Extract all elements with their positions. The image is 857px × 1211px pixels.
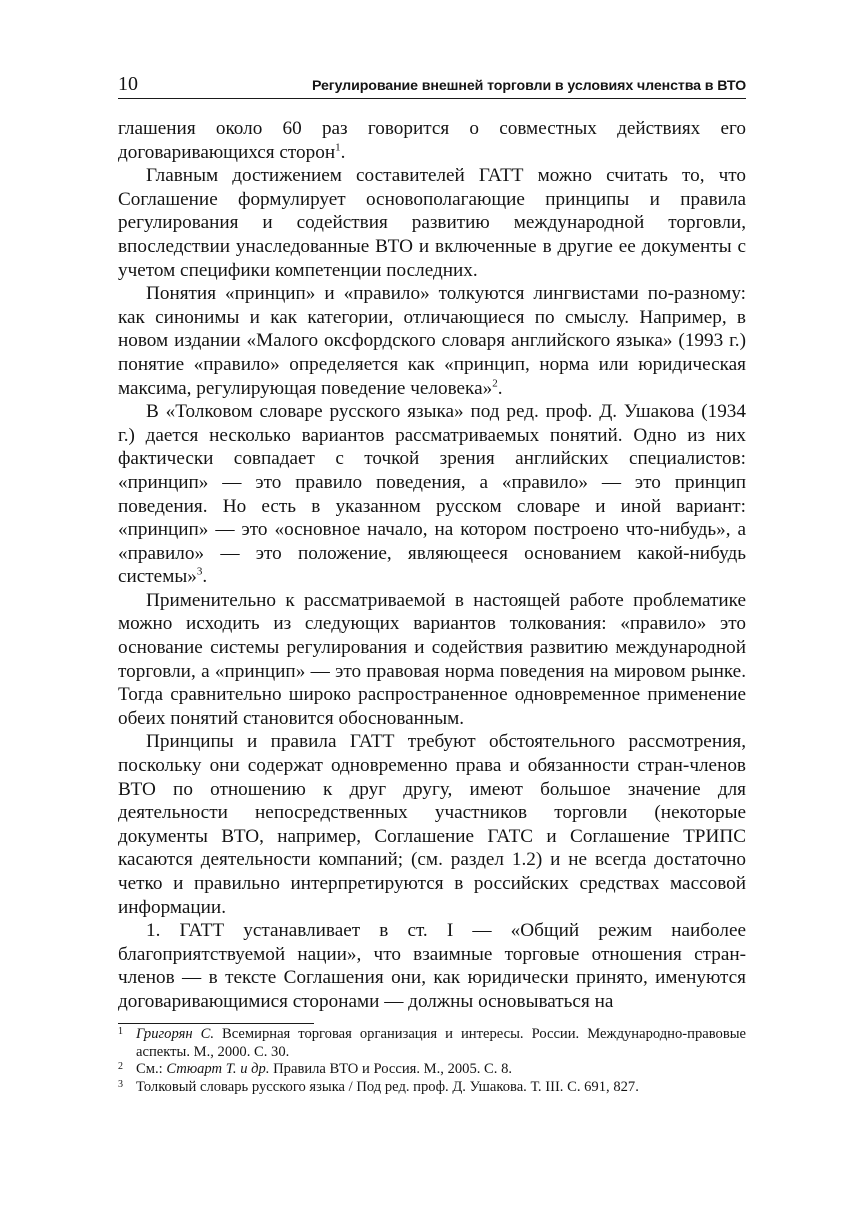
- paragraph-text: Применительно к рассматриваемой в настоящей работе проблематике можно исходить из следующих вариантов толкования: «правило» это основание системы регулирования и содействия развитию международной торговли, а «принцип» — это правовая норма поведения на мировом рынке. Тогда сравнительно широко распространенное одновременное применение обеих понятий становится обоснованным.: [118, 589, 746, 729]
- paragraph-6: [118, 730, 746, 919]
- footnote-3: [118, 1079, 746, 1097]
- paragraph-tail: .: [497, 377, 503, 399]
- paragraph-5: [118, 589, 746, 731]
- running-title: Регулирование внешней торговли в условиях членства в ВТО: [311, 78, 746, 94]
- running-header: [118, 72, 746, 99]
- footnote-text: Правила ВТО и Россия. М., 2005. С. 8.: [273, 1061, 513, 1078]
- footnote-2: [118, 1061, 746, 1079]
- page: [118, 72, 746, 1014]
- paragraph-7: [118, 919, 746, 1013]
- footnotes: [118, 1026, 746, 1096]
- paragraph-1: [118, 117, 746, 164]
- footnote-mark: 3: [118, 1078, 123, 1090]
- body-text: [118, 117, 746, 1014]
- footnote-prefix: См.:: [136, 1061, 163, 1078]
- paragraph-3: [118, 282, 746, 400]
- page-number: 10: [118, 73, 138, 95]
- paragraph-2: [118, 164, 746, 282]
- footnote-mark: 2: [118, 1061, 123, 1073]
- paragraph-text: 1. ГАТТ устанавливает в ст. I — «Общий режим наиболее благоприятствуемой нации», что взаимные торговые отношения стран-членов — в тексте Соглашения они, как юридически принято, именуются договаривающимися сторонами — должны основываться на: [118, 920, 746, 1012]
- footnote-divider: [118, 1023, 314, 1024]
- paragraph-4: [118, 400, 746, 589]
- paragraph-text: Понятия «принцип» и «правило» толкуются лингвистами по-разному: как синонимы и как категории, отличающиеся по смыслу. Например, в новом издании «Малого оксфордского словаря английского языка» (1993 г.) понятие «правило» определяется как «принцип, норма или юридическая максима, регулирующая поведение человека»: [118, 283, 746, 399]
- footnote-text: Всемирная торговая организация и интересы. России. Международно-правовые аспекты. М., 2000. С. 30.: [136, 1026, 746, 1060]
- footnote-ref-1: 1: [335, 141, 341, 154]
- paragraph-tail: .: [202, 566, 208, 588]
- footnote-author: Стюарт Т. и др.: [166, 1061, 270, 1078]
- paragraph-text: Главным достижением составителей ГАТТ можно считать то, что Соглашение формулирует основополагающие принципы и правила регулирования и содействия развитию международной торговли, впоследствии унаследованные ВТО и включенные в другие ее документы с учетом специфики компетенции последних.: [118, 165, 746, 281]
- paragraph-text: глашения около 60 раз говорится о совместных действиях его договаривающихся сторон: [118, 118, 746, 163]
- footnote-mark: 1: [118, 1026, 123, 1037]
- footnote-ref-2: 2: [492, 377, 498, 390]
- footnote-1: [118, 1026, 746, 1061]
- paragraph-tail: .: [340, 141, 346, 163]
- footnote-text: Толковый словарь русского языка / Под ред. проф. Д. Ушакова. Т. III. С. 691, 827.: [136, 1078, 639, 1095]
- paragraph-text: В «Толковом словаре русского языка» под ред. проф. Д. Ушакова (1934 г.) дается несколько вариантов рассматриваемых понятий. Одно из них фактически совпадает с точкой зрения английских специалистов: «принцип» — это правило поведения, а «правило» — это принцип поведения. Но есть в указанном русском словаре и иной вариант: «принцип» — это «основное начало, на котором построено что-нибудь», а «правило» — это положение, являющееся основанием какой-нибудь системы»: [118, 401, 746, 588]
- footnote-author: Григорян С.: [136, 1026, 215, 1042]
- footnote-ref-3: 3: [196, 565, 203, 578]
- paragraph-text: Принципы и правила ГАТТ требуют обстоятельного рассмотрения, поскольку они содержат одновременно права и обязанности стран-членов ВТО по отношению к друг другу, имеют большое значение для деятельности непосредственных участников торговли (некоторые документы ВТО, например, Соглашение ГАТС и Соглашение ТРИПС касаются деятельности компаний; (см. раздел 1.2) и не всегда достаточно четко и правильно интерпретируются в российских средствах массовой информации.: [118, 731, 746, 918]
